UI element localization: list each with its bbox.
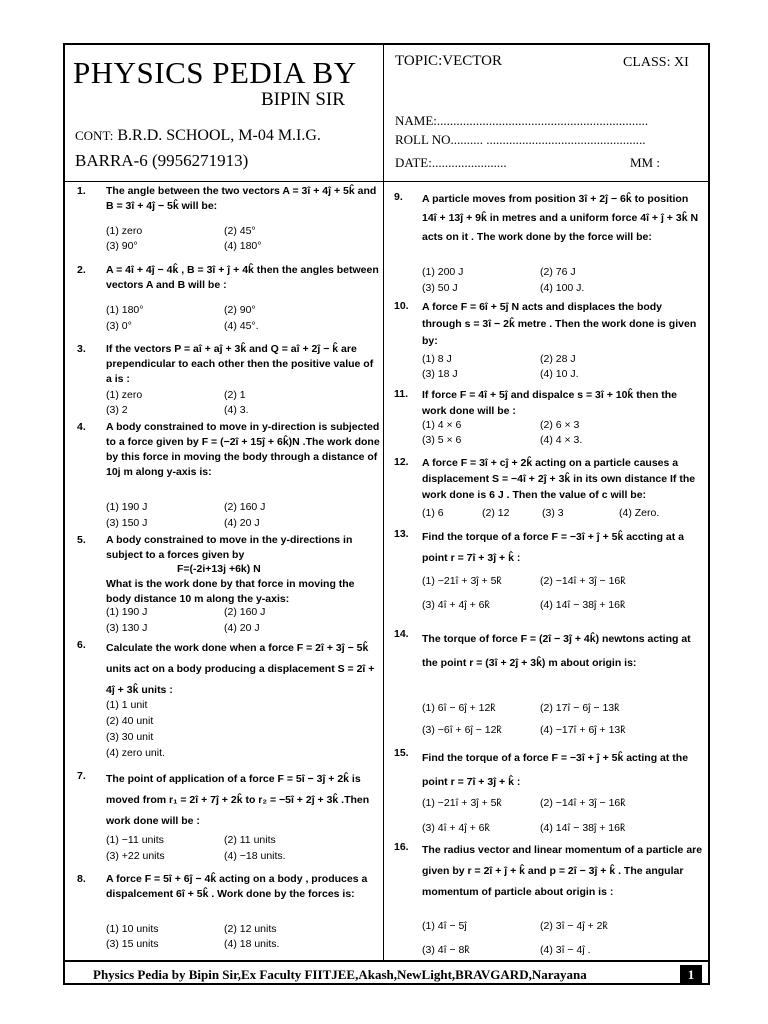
option: (2) 45° xyxy=(224,225,256,237)
question-number: 7. xyxy=(77,770,86,782)
contact-label: CONT: xyxy=(75,128,114,143)
option: (2) 40 unit xyxy=(106,715,154,727)
question-number: 8. xyxy=(77,873,86,885)
option: (2) 160 J xyxy=(224,606,266,618)
option: (3) 90° xyxy=(106,240,138,252)
option: (1) 190 J xyxy=(106,501,148,513)
question-14 xyxy=(392,627,704,742)
question-7 xyxy=(62,769,380,864)
option: (4) −18 units. xyxy=(224,850,286,862)
footer-text: Physics Pedia by Bipin Sir,Ex Faculty FIITJEE,Akash,NewLight,BRAVGARD,Narayana xyxy=(93,967,587,982)
question-13 xyxy=(392,527,704,622)
page-subtitle: BIPIN SIR xyxy=(261,89,345,110)
question-9 xyxy=(392,190,704,300)
header-bottom-rule xyxy=(65,181,708,182)
date-field: DATE:....................... xyxy=(395,155,507,170)
question-15 xyxy=(392,746,704,841)
option: (3) 15 units xyxy=(106,938,159,950)
option: (2) 11 units xyxy=(224,834,276,846)
question-number: 14. xyxy=(394,628,409,640)
option: (1) 10 units xyxy=(106,923,159,935)
question-number: 10. xyxy=(394,300,409,312)
question-number: 9. xyxy=(394,191,403,203)
class-label: CLASS: XI xyxy=(623,55,689,70)
question-4 xyxy=(62,420,380,530)
option: (3) 150 J xyxy=(106,517,148,529)
page-title: PHYSICS PEDIA BY xyxy=(73,55,357,90)
question-formula: F=(-2i+13j +6k) N xyxy=(177,563,261,575)
option: (1) 1 unit xyxy=(106,699,148,711)
option: (1) 4î − 5ĵ xyxy=(422,920,467,932)
option: (4) 14î − 38ĵ + 16k̂ xyxy=(540,599,626,611)
option: (3) −6î + 6ĵ − 12k̂ xyxy=(422,724,502,736)
option: (3) 5 × 6 xyxy=(422,434,462,446)
option: (4) 18 units. xyxy=(224,938,280,950)
question-number: 4. xyxy=(77,421,86,433)
question-number: 1. xyxy=(77,185,86,197)
option: (3) 50 J xyxy=(422,282,458,294)
option: (1) zero xyxy=(106,389,143,401)
option: (2) −14î + 3ĵ − 16k̂ xyxy=(540,575,626,587)
question-5 xyxy=(62,533,380,638)
roll-field: ROLL NO.......... ................................................. xyxy=(395,132,646,147)
question-number: 5. xyxy=(77,534,86,546)
column-divider xyxy=(383,182,384,960)
option: (4) 180° xyxy=(224,240,262,252)
option: (3) 2 xyxy=(106,404,128,416)
option: (1) 6 xyxy=(422,507,444,519)
question-16 xyxy=(392,840,704,965)
option: (4) 20 J xyxy=(224,622,260,634)
option: (2) 12 xyxy=(482,507,510,519)
question-text: A body constrained to move in the y-directions in subject to a forces given by xyxy=(106,534,353,561)
mm-field: MM : xyxy=(630,155,660,170)
name-field: NAME:................................................................. xyxy=(395,113,649,128)
option: (1) 180° xyxy=(106,304,144,316)
question-number: 6. xyxy=(77,639,86,651)
option: (4) Zero. xyxy=(619,507,660,519)
option: (3) +22 units xyxy=(106,850,165,862)
option: (4) 100 J. xyxy=(540,282,585,294)
question-text: The torque of force F = (2î − 3ĵ + 4k̂) newtons acting at the point r = (3î + 2ĵ + 3k̂) m about origin is: xyxy=(422,633,691,669)
topic-label: TOPIC:VECTOR xyxy=(395,53,502,69)
question-number: 12. xyxy=(394,456,409,468)
question-number: 13. xyxy=(394,528,409,540)
option: (2) 90° xyxy=(224,304,256,316)
option: (1) 4 × 6 xyxy=(422,419,462,431)
option: (4) zero unit. xyxy=(106,747,165,759)
option: (1) 8 J xyxy=(422,353,452,365)
option: (4) 10 J. xyxy=(540,368,579,380)
contact-line-1 xyxy=(75,127,321,145)
page-number: 1 xyxy=(680,965,702,984)
question-1 xyxy=(62,184,380,254)
option: (3) 18 J xyxy=(422,368,458,380)
question-11 xyxy=(392,387,704,447)
option: (1) 190 J xyxy=(106,606,148,618)
option: (3) 4î + 4ĵ + 6k̂ xyxy=(422,822,490,834)
option: (4) 4 × 3. xyxy=(540,434,583,446)
contact-line-2: BARRA-6 (9956271913) xyxy=(75,151,249,170)
option: (2) 12 units xyxy=(224,923,277,935)
question-10 xyxy=(392,299,704,384)
question-text: A force F = 3î + cĵ + 2k̂ acting on a particle causes a displacement S = −4î + 2ĵ + 3k̂ in its own distance If the work done is 6 J . Then the value of c will be: xyxy=(422,457,696,501)
question-text: A force F = 6î + 5ĵ N acts and displaces the body through s = 3î − 2k̂ metre . Then the work done is given by: xyxy=(422,301,697,347)
option: (3) 4î + 4ĵ + 6k̂ xyxy=(422,599,490,611)
option: (2) 1 xyxy=(224,389,246,401)
option: (2) 160 J xyxy=(224,501,266,513)
option: (2) 28 J xyxy=(540,353,576,365)
option: (1) −21î + 3ĵ + 5k̂ xyxy=(422,575,502,587)
question-number: 11. xyxy=(394,388,409,400)
option: (1) 6î − 6ĵ + 12k̂ xyxy=(422,702,496,714)
option: (2) −14î + 3ĵ − 16k̂ xyxy=(540,797,626,809)
question-12 xyxy=(392,455,704,520)
question-3 xyxy=(62,342,380,417)
question-text: The radius vector and linear momentum of a particle are given by r = 2î + ĵ + k̂ and p = 2î − 3ĵ + k̂ . The angular momentum of particle about origin is : xyxy=(422,844,703,898)
header-divider xyxy=(383,45,384,183)
option: (4) 3î − 4ĵ . xyxy=(540,944,591,956)
question-text: A force F = 5î + 6ĵ − 4k̂ acting on a body , produces a dispalcement 6î + 5k̂ . Work done by the forces is: xyxy=(106,873,368,900)
question-text: If force F = 4î + 5ĵ and dispalce s = 3î + 10k̂ then the work done will be : xyxy=(422,389,678,417)
option: (3) 0° xyxy=(106,320,132,332)
question-number: 3. xyxy=(77,343,86,355)
question-2 xyxy=(62,263,380,335)
option: (2) 3î − 4ĵ + 2k̂ xyxy=(540,920,608,932)
option: (4) −17î + 6ĵ + 13k̂ xyxy=(540,724,626,736)
option: (1) −11 units xyxy=(106,834,164,846)
option: (2) 17î − 6ĵ − 13k̂ xyxy=(540,702,620,714)
question-text: Find the torque of a force F = −3î + ĵ + 5k̂ acting at the point r = 7î + 3ĵ + k̂ : xyxy=(422,752,689,788)
question-number: 15. xyxy=(394,747,409,759)
question-number: 16. xyxy=(394,841,409,853)
question-text: A particle moves from position 3î + 2ĵ − 6k̂ to position 14î + 13ĵ + 9k̂ in metres and a uniform force 4î + ĵ + 3k̂ N acts on it . The work done by the force will be: xyxy=(422,193,699,243)
option: (1) −21î + 3ĵ + 5k̂ xyxy=(422,797,502,809)
question-6 xyxy=(62,638,380,763)
question-number: 2. xyxy=(77,264,86,276)
option: (4) 3. xyxy=(224,404,249,416)
question-text: The point of application of a force F = 5î − 3ĵ + 2k̂ is moved from r₁ = 2î + 7ĵ + 2k̂ to r₂ = −5î + 2ĵ + 3k̂ .Then work done will be : xyxy=(106,773,370,827)
option: (3) 130 J xyxy=(106,622,148,634)
option: (1) zero xyxy=(106,225,143,237)
option: (4) 20 J xyxy=(224,517,260,529)
option: (2) 6 × 3 xyxy=(540,419,580,431)
option: (4) 14î − 38ĵ + 16k̂ xyxy=(540,822,626,834)
question-8 xyxy=(62,872,380,952)
option: (3) 4î − 8k̂ xyxy=(422,944,470,956)
question-text-continued: What is the work done by that force in moving the body distance 10 m along the y-axis: xyxy=(106,578,355,605)
contact-address: B.R.D. SCHOOL, M-04 M.I.G. xyxy=(117,127,321,144)
question-text: Calculate the work done when a force F = 2î + 3ĵ − 5k̂ units act on a body producing a displacement S = 2î + 4ĵ + 3k̂ units : xyxy=(106,642,375,696)
option: (4) 45°. xyxy=(224,320,259,332)
option: (3) 3 xyxy=(542,507,564,519)
option: (2) 76 J xyxy=(540,266,576,278)
question-text: A = 4î + 4ĵ − 4k̂ , B = 3î + ĵ + 4k̂ then the angles between vectors A and B will be : xyxy=(106,264,379,291)
option: (3) 30 unit xyxy=(106,731,154,743)
question-text: If the vectors P = aî + aĵ + 3k̂ and Q = aî + 2ĵ − k̂ are prependicular to each other then the positive value of a is : xyxy=(106,343,374,385)
question-text: Find the torque of a force F = −3î + ĵ + 5k̂ accting at a point r = 7î + 3ĵ + k̂ : xyxy=(422,531,684,564)
question-text: A body constrained to move in y-direction is subjected to a force given by F = (−2î + 15ĵ + 6k̂)N .The work done by this force in moving the body through a distance of 10j m along y-axis is: xyxy=(106,421,380,478)
question-text: The angle between the two vectors A = 3î + 4ĵ + 5k̂ and B = 3î + 4ĵ − 5k̂ will be: xyxy=(106,185,377,212)
option: (1) 200 J xyxy=(422,266,464,278)
